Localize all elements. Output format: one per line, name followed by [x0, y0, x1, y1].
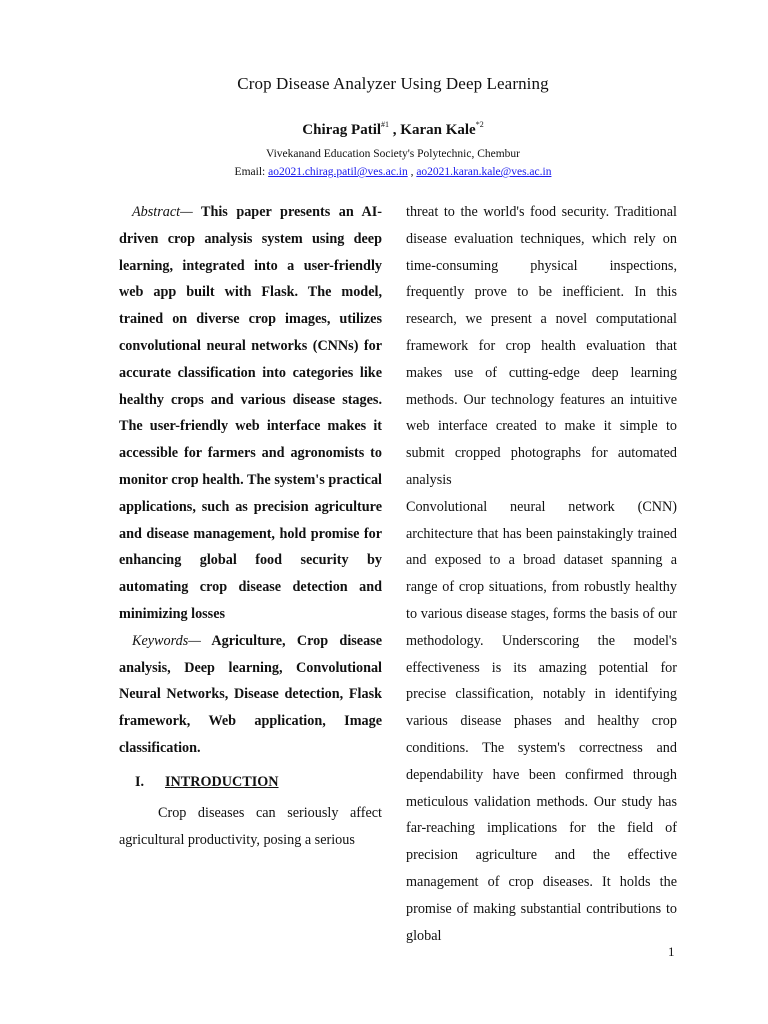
intro-paragraph-continued: threat to the world's food security. Traditional disease evaluation techniques, which rely on time-consuming physical inspections, frequently prove to be inefficient. In this research, we present a novel computational framework for crop health evaluation that makes use of cutting-edge deep learning methods. Our technology features an intuitive web interface created to make it simple to submit cropped photographs for automated analysis: [406, 204, 677, 488]
page-number: 1: [668, 944, 675, 959]
section-title: INTRODUCTION: [165, 773, 279, 790]
author-line: [0, 120, 768, 139]
email-label: Email:: [234, 166, 269, 178]
keywords-label: Keywords—: [132, 632, 201, 649]
right-column: [406, 199, 677, 949]
intro-paragraph-2: Convolutional neural network (CNN) architecture that has been painstakingly trained and exposed to a broad dataset spanning a range of crop situations, from robustly healthy to various disease stages, forms the basis of our methodology. Underscoring the model's effectiveness is its amazing potential for precise classification, notably in identifying various disease phases and healthy crop conditions. The system's correctness and dependability have been confirmed through meticulous validation methods. Our study has far-reaching implications for the field of precision agriculture and the effective management of crop diseases. It holds the promise of making substantial contributions to global: [406, 498, 677, 944]
author-2-name: Karan Kale: [400, 122, 476, 138]
author-1-name: Chirag Patil: [302, 122, 382, 138]
abstract-label: Abstract—: [132, 204, 193, 220]
left-column: [119, 199, 382, 853]
abstract-paragraph: [119, 199, 382, 628]
email-line: [0, 166, 768, 178]
email-separator: ,: [407, 166, 417, 178]
paper-title: Crop Disease Analyzer Using Deep Learning: [237, 74, 549, 93]
section-heading-introduction: [119, 769, 382, 795]
author-1-marker: #1: [381, 120, 390, 129]
keywords-text: Agriculture, Crop disease analysis, Deep learning, Convolutional Neural Networks, Disease detection, Flask framework, Web application, Image classification.: [119, 632, 382, 756]
email-link-1[interactable]: ao2021.chirag.patil@ves.ac.in: [268, 166, 408, 178]
author-2-marker: *2: [475, 120, 484, 129]
section-number: I.: [135, 773, 145, 790]
intro-paragraph-start: Crop diseases can seriously affect agricultural productivity, posing a serious: [119, 804, 382, 848]
affiliation: Vivekanand Education Society's Polytechnic, Chembur: [265, 148, 520, 160]
abstract-text: This paper presents an AI-driven crop analysis system using deep learning, integrated into a user-friendly web app built with Flask. The model, trained on diverse crop images, utilizes convolutional neural networks (CNNs) for accurate classification into categories like healthy crops and various disease stages. The user-friendly web interface makes it accessible for farmers and agronomists to monitor crop health. The system's practical applications, such as precision agriculture and disease management, hold promise for enhancing global food security by automating crop disease detection and minimizing losses: [119, 204, 382, 622]
email-link-2[interactable]: ao2021.karan.kale@ves.ac.in: [416, 166, 552, 178]
keywords-paragraph: [119, 628, 382, 762]
author-separator: ,: [389, 122, 401, 138]
